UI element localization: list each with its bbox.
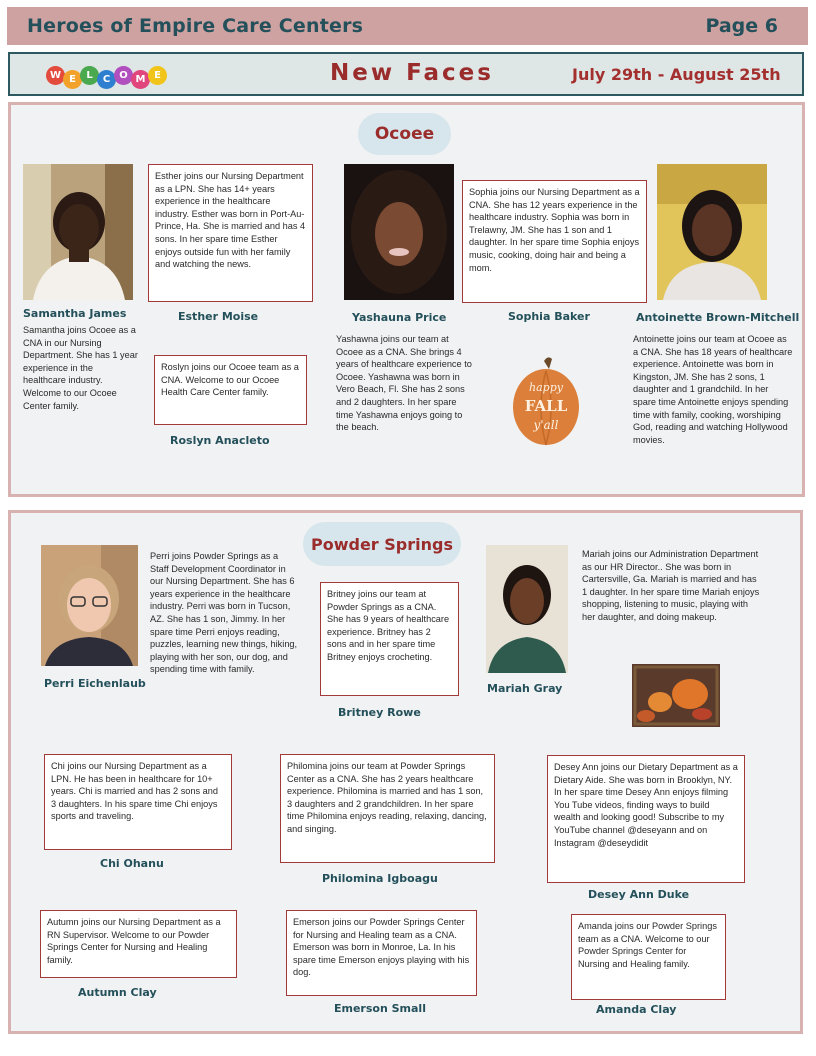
balloon-letter: E bbox=[148, 66, 167, 85]
person-name: Esther Moise bbox=[178, 310, 259, 323]
person-bio: Mariah joins our Administration Department as our HR Director.. She was born in Cartersville, Ga. Mariah is married and has 1 daughter. In her spare time Mariah enjoys shopping, listening to music, playing with her daughter, and doing makeup. bbox=[582, 549, 760, 622]
person-name: Chi Ohanu bbox=[100, 857, 164, 870]
bio-box: Amanda joins our Powder Springs team as a CNA. Welcome to our Powder Springs Center for Nursing and Healing family. bbox=[571, 914, 726, 1000]
person-name: Roslyn Anacleto bbox=[170, 434, 270, 447]
person-name: Mariah Gray bbox=[487, 682, 563, 695]
person-bio: Perri joins Powder Springs as a Staff Development Coordinator in our Nursing Department. She has 6 years experience in the healthcare industry. Perri was born in Tucson, AZ. She has 1 son, Jimmy. In her spare time Perri enjoys reading, puzzles, learning new things, hiking, playing with her son, our dog, and spending time with family. bbox=[150, 551, 298, 675]
samantha-photo bbox=[23, 164, 133, 300]
page-header-bar bbox=[7, 7, 808, 45]
happy-fall-pumpkin-graphic bbox=[512, 355, 580, 447]
powder-springs-heading: Powder Springs bbox=[303, 522, 461, 566]
pumpkin-text: y'all bbox=[533, 418, 559, 432]
person-bio: Yashawna joins our team at Ocoee as a CNA. She brings 4 years of healthcare experience to Ocoee. Yashawna was born in Vero Beach, Fl. She has 2 sons and 2 daughters. In her spare time Yashawna enjoys going to the beach. bbox=[336, 334, 472, 433]
bio-box: Desey Ann joins our Dietary Department as a Dietary Aide. She was born in Brooklyn, NY. In her spare time Desey Ann enjoys filming You Tube videos, finding ways to build wealth and looking good! Subscribe to my YouTube channel @deseyann and on Instagram @deseydidit bbox=[547, 755, 745, 883]
person-name: Desey Ann Duke bbox=[588, 888, 690, 901]
bio-box: Esther joins our Nursing Department as a LPN. She has 14+ years experience in the healthcare industry. Esther was born in Port-Au-Prince, Ha. She is married and has 4 sons. In her spare time Esther enjoys outside fun with her family and watching the news. bbox=[148, 164, 313, 302]
yashauna-photo bbox=[344, 164, 454, 300]
page-number: Page 6 bbox=[705, 15, 778, 37]
perri-photo bbox=[41, 545, 138, 666]
bio-box: Sophia joins our Nursing Department as a CNA. She has 12 years experience in the healthcare industry. Sophia was born in Trelawny, JM. She has 1 son and 1 daughter. In her spare time Sophia enjoys music, cooking, doing hair and being a mom. bbox=[462, 180, 647, 303]
person-name: Antoinette Brown-Mitchell bbox=[636, 311, 800, 324]
person-name: Samantha James bbox=[23, 307, 127, 320]
bio-box: Philomina joins our team at Powder Springs Center as a CNA. She has 2 years healthcare experience. Philomina is married and has 1 son, 3 daughters and 2 grandchildren. In her spare time Philomina enjoys reading, relaxing, dancing, and singing. bbox=[280, 754, 495, 863]
person-name: Autumn Clay bbox=[78, 986, 157, 999]
banner-dates: July 29th - August 25th bbox=[572, 65, 781, 84]
balloon-letter: E bbox=[63, 70, 82, 89]
banner-title: New Faces bbox=[330, 60, 494, 86]
person-name: Emerson Small bbox=[334, 1002, 426, 1015]
balloon-letter: L bbox=[80, 66, 99, 85]
pumpkin-text: FALL bbox=[524, 397, 568, 415]
new-faces-banner bbox=[8, 52, 804, 96]
person-name: Sophia Baker bbox=[508, 310, 590, 323]
bio-box: Emerson joins our Powder Springs Center for Nursing and Healing team as a CNA. Emerson was born in Monroe, La. In his spare time Emerson enjoys playing with his dog. bbox=[286, 910, 477, 996]
welcome-balloons-logo bbox=[46, 60, 176, 90]
person-bio: Antoinette joins our team at Ocoee as a CNA. She has 18 years of healthcare experience. Antoinette was born in Kingston, JM. She has 2 sons, 1 daughter and 1 grandchild. In her spare time Antoinette enjoys spending time with family, cooking, worshiping God, reading and watching Hollywood movies. bbox=[633, 334, 793, 445]
balloon-letter: M bbox=[131, 70, 150, 89]
bio-box: Chi joins our Nursing Department as a LPN. He has been in healthcare for 10+ years. Chi is married and has 2 sons and 3 daughters. In his spare time Chi enjoys sports and traveling. bbox=[44, 754, 232, 850]
person-bio: Samantha joins Ocoee as a CNA in our Nursing Department. She has 1 year experience in the healthcare industry. Welcome to our Ocoee Center family. bbox=[23, 325, 138, 411]
pumpkins-photo bbox=[632, 664, 720, 727]
bio-box: Britney joins our team at Powder Springs as a CNA. She has 9 years of healthcare experience. Britney has 2 sons and in her spare time Britney enjoys crocheting. bbox=[320, 582, 459, 696]
newsletter-title: Heroes of Empire Care Centers bbox=[27, 15, 364, 37]
balloon-letter: O bbox=[114, 66, 133, 85]
balloon-letter: C bbox=[97, 70, 116, 89]
mariah-photo bbox=[486, 545, 568, 673]
person-name: Britney Rowe bbox=[338, 706, 421, 719]
bio-box: Autumn joins our Nursing Department as a RN Supervisor. Welcome to our Powder Springs Center for Nursing and Healing family. bbox=[40, 910, 237, 978]
person-name: Yashauna Price bbox=[352, 311, 447, 324]
antoinette-photo bbox=[657, 164, 767, 300]
person-name: Philomina Igboagu bbox=[322, 872, 438, 885]
pumpkin-text: happy bbox=[529, 381, 563, 394]
ocoee-heading: Ocoee bbox=[358, 113, 451, 155]
balloon-letter: W bbox=[46, 66, 65, 85]
person-name: Amanda Clay bbox=[596, 1003, 677, 1016]
bio-box: Roslyn joins our Ocoee team as a CNA. Welcome to our Ocoee Health Care Center family. bbox=[154, 355, 307, 425]
person-name: Perri Eichenlaub bbox=[44, 677, 146, 690]
